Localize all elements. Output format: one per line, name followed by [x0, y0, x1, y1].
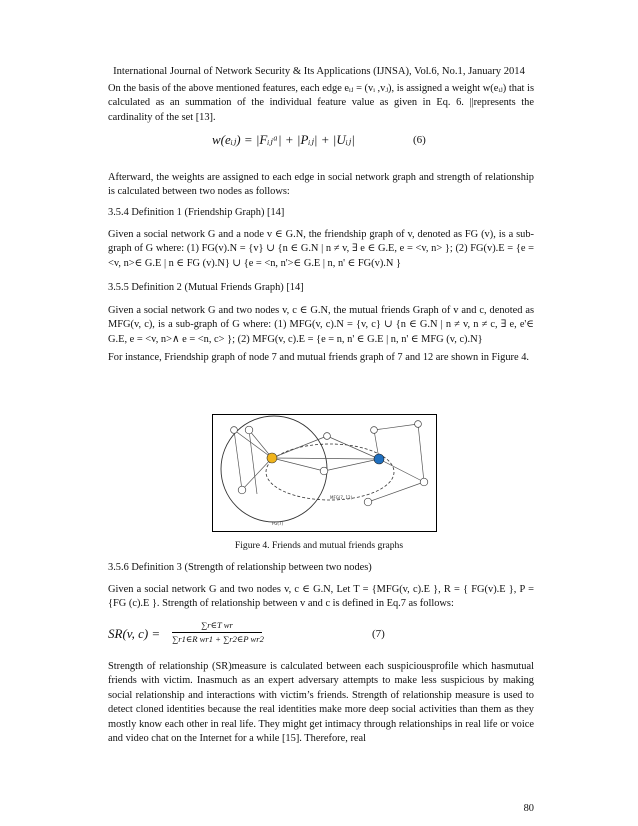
paragraph-afterward: Afterward, the weights are assigned to each edge in social network graph and strength of relationship is calculated between two nodes as follows: [108, 172, 534, 198]
paragraph-strength-measure: Strength of relationship (SR)measure is calculated between each suspiciousprofile which hasmutual friends with victim. Inasmuch as an expert adversary attempts to make less suspicious by making social relationship and interactions with victim’s friends. Strength of relationship measure is used to detect cloned identities because the real identities make more deep social activities than them as they mostly know each other in real life. They might get intimacy through relationships in real life or voice and video chat on the Internet for a while [15]. Therefore, real [108, 661, 534, 745]
node-12 [374, 454, 384, 464]
section-heading-3-5-4: 3.5.4 Definition 1 (Friendship Graph) [14] [108, 207, 285, 218]
equation-7-numerator: ∑r∈T wr [172, 620, 262, 633]
paragraph-friendship-graph: Given a social network G and a node v ∈ G.N, the friendship graph of v, denoted as FG (v), is a sub-graph of G where: (1) FG(v).N = {v} ∪ {n ∈ G.N | n ≠ v, ∃ e ∈ G.E, e = <v, n> }; (2) FG(v).E = {e = <v, n>∈ G.E | n ∈ FG (v).N} ∪ {e = <n, n'>∈ G.E | n, n' ∈ FG(v).N } [108, 229, 534, 269]
equation-7-denominator: ∑r1∈R wr1 + ∑r2∈P wr2 [172, 634, 264, 644]
node-7 [267, 453, 277, 463]
figure-4-graph [212, 414, 437, 532]
page-number: 80 [523, 803, 534, 814]
paragraph-edge-weight: On the basis of the above mentioned features, each edge eᵢⱼ = (vᵢ ,vⱼ), is assigned a weight w(eᵢⱼ) that is calculated as an summation of the individual feature value as given in Eq. 6. ||represents the cardinality of the set [13]. [108, 83, 534, 123]
paragraph-instance: For instance, Friendship graph of node 7 and mutual friends graph of 7 and 12 are shown in Figure 4. [108, 352, 530, 363]
equation-6-number: (6) [413, 134, 426, 146]
equation-6: w(eᵢⱼ) = |Fᵢⱼᵃ| + |Pᵢⱼ| + |Uᵢⱼ| [212, 132, 355, 147]
paragraph-strength-definition: Given a social network G and two nodes v, c ∈ G.N, Let T = {MFG(v, c).E }, R = { FG(v).E }, P = {FG (c).E }. Strength of relationship between v and c is defined in Eq.7 as follows: [108, 584, 534, 610]
figure-caption: Figure 4. Friends and mutual friends graphs [234, 540, 404, 551]
journal-header: International Journal of Network Security & Its Applications (IJNSA), Vol.6, No.1, January 2014 [113, 66, 525, 77]
equation-7-number: (7) [372, 628, 385, 640]
equation-7-lhs: SR(v, c) = [108, 626, 161, 641]
paragraph-mutual-friends-graph: Given a social network G and two nodes v, c ∈ G.N, the mutual friends Graph of v and c, denoted as MFG(v, c), is a sub-graph of G where: (1) MFG(v, c).N = {v, c} ∪ {n ∈ G.N | n ≠ v, n ≠ c, ∃ e, e'∈ G.E, e = <v, n>∧ e = <n, c> }; (2) MFG(v, c).E = {e = n, n' ∈ G.E | n, n' ∈ MFG (v, c).N} [108, 305, 534, 345]
section-heading-3-5-5: 3.5.5 Definition 2 (Mutual Friends Graph) [14] [108, 282, 304, 293]
fg-label: FG(7) [272, 521, 284, 526]
section-heading-3-5-6: 3.5.6 Definition 3 (Strength of relationship between two nodes) [108, 562, 372, 573]
mfg-label: MFG(7, 12) [330, 495, 353, 500]
